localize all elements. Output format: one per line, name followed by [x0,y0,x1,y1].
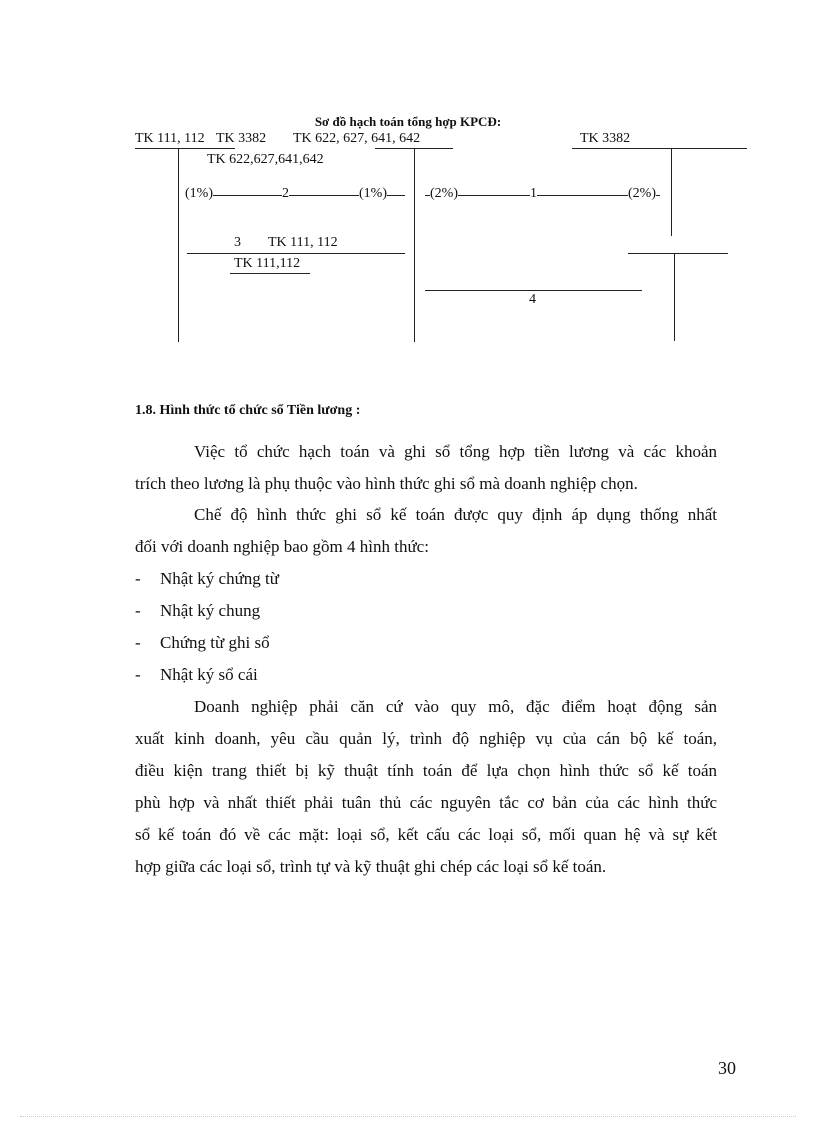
t-account-bar-cash [230,273,310,274]
account-label-tk3382-right: TK 3382 [580,131,631,146]
bullet-dash: - [135,601,141,620]
paragraph-line: Việc tổ chức hạch toán và ghi sổ tổng hợp tiền lương và các khoản [194,442,717,461]
account-label-tk111-112: TK 111, 112 [135,131,205,146]
diagram-title: Sơ đồ hạch toán tổng hợp KPCĐ: [314,114,502,129]
t-account-bar-left [135,148,235,149]
bullet-dash: - [135,633,141,652]
rate-label: (2%) [430,186,458,201]
flow-number-2: 2 [282,186,289,201]
flow-number-4: 4 [529,292,536,307]
t-account-stem-cash-right [674,253,675,341]
paragraph-1 [135,436,717,500]
t-account-bar-cash-right [628,253,728,254]
list-item: - Nhật ký sổ cái [135,659,717,691]
account-label-tk3382-left: TK 3382 [216,131,267,146]
t-account-stem-left [178,148,179,342]
paragraph-line: Chế độ hình thức ghi sổ kế toán được quy định áp dụng thống nhất [194,505,717,524]
account-label-tk622-expense: TK 622, 627, 641, 642 [293,131,421,146]
paragraph-3 [135,691,717,883]
paragraph-line: điều kiện trang thiết bị kỹ thuật tính toán để lựa chọn hình thức sổ kế toán [135,761,717,780]
bullet-dash: - [135,665,141,684]
account-label-tk111-112-a: TK 111, 112 [268,235,338,250]
paragraph-line: phù hợp và nhất thiết phải tuân thủ các nguyên tắc cơ bản của các hình thức [135,793,717,812]
section-heading: 1.8. Hình thức tổ chức sổ Tiền lương : [135,403,361,418]
t-account-stem-3382 [671,148,672,236]
rate-label: (2%) [628,186,656,201]
paragraph-line: hợp giữa các loại sổ, trình tự và kỹ thuật ghi chép các loại sổ kế toán. [135,857,607,876]
paragraph-line: trích theo lương là phụ thuộc vào hình thức ghi sổ mà doanh nghiệp chọn. [135,474,638,493]
format-list [135,563,717,691]
flow-line-4 [425,290,642,291]
rate-label: (1%) [185,186,213,201]
flow-number-1: 1 [530,186,537,201]
paragraph-line: Doanh nghiệp phải căn cứ vào quy mô, đặc điểm hoạt động sản [194,697,717,716]
t-account-stem-expense [414,148,415,342]
t-account-bar-3382 [572,148,747,149]
rate-label: (1%) [359,186,387,201]
page-number: 30 [718,1058,736,1078]
bullet-dash: - [135,569,141,588]
account-label-tk622-sub: TK 622,627,641,642 [207,152,324,167]
flow-line-1 [425,195,660,196]
paragraph-2 [135,499,717,563]
list-item: - Nhật ký chứng từ [135,563,717,595]
paragraph-line: xuất kinh doanh, yêu cầu quản lý, trình độ nghiệp vụ của cán bộ kế toán, [135,729,717,748]
footer-divider [20,1116,796,1117]
list-item: - Nhật ký chung [135,595,717,627]
account-label-tk111-112-b: TK 111,112 [234,256,301,271]
flow-line-3 [187,253,405,254]
flow-number-3: 3 [234,235,241,250]
paragraph-line: sổ kế toán đó về các mặt: loại sổ, kết cấu các loại sổ, mối quan hệ và sự kết [135,825,717,844]
paragraph-line: đối với doanh nghiệp bao gồm 4 hình thức: [135,537,429,556]
list-item: - Chứng từ ghi sổ [135,627,717,659]
